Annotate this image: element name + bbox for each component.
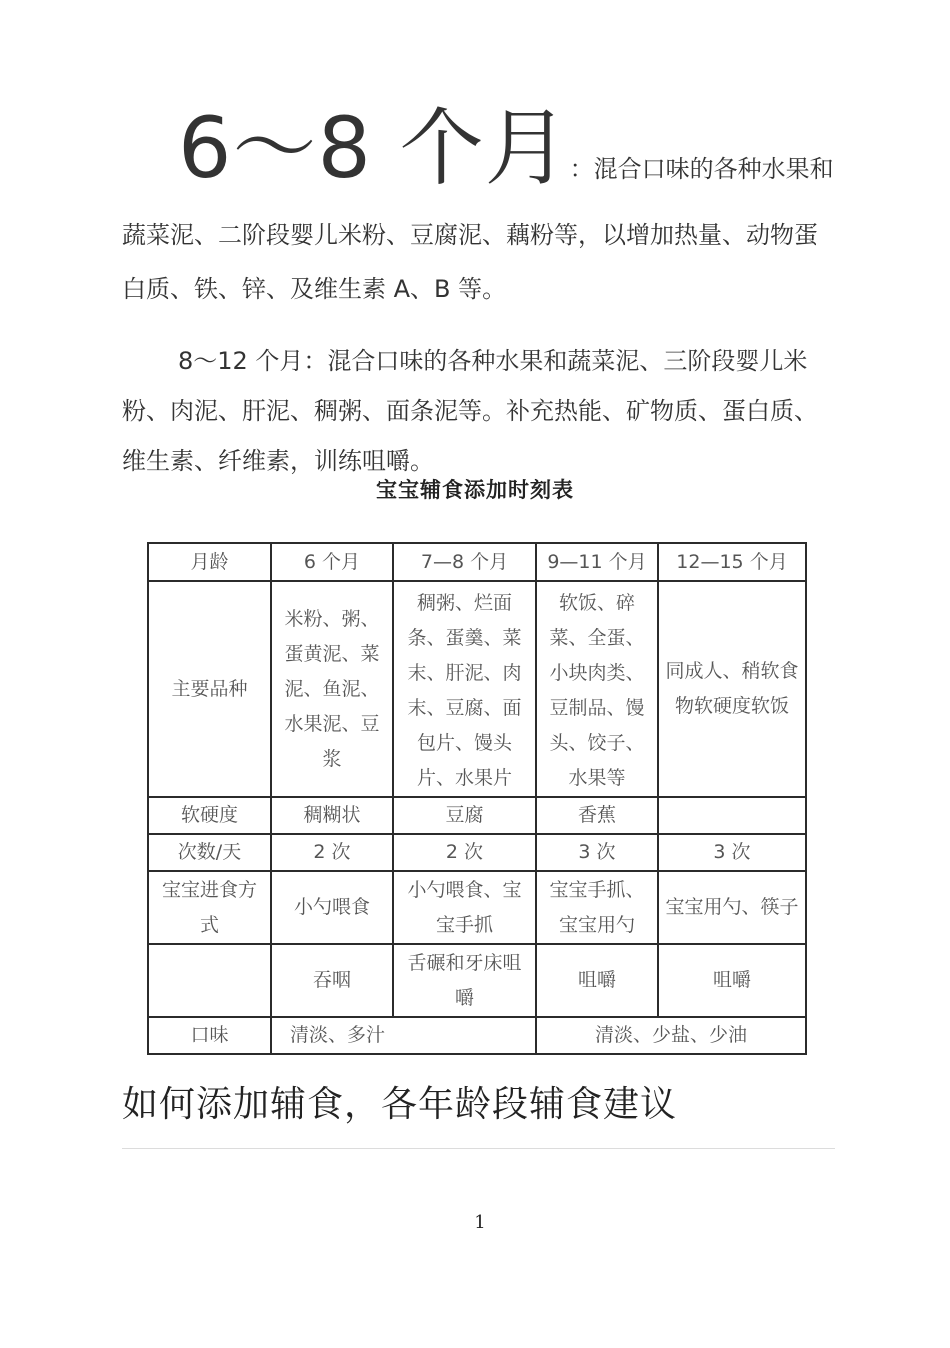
header-cell: 7—8 个月 [393, 543, 536, 581]
header-cell: 12—15 个月 [658, 543, 806, 581]
table-cell: 稠糊状 [271, 797, 393, 834]
table-row-times [148, 834, 806, 871]
table-cell: 咀嚼 [536, 944, 658, 1017]
header-cell: 9—11 个月 [536, 543, 658, 581]
intro-heading: 6～8 个月 [178, 99, 570, 197]
table-cell: 3 次 [658, 834, 806, 871]
table-cell: 咀嚼 [658, 944, 806, 1017]
table-cell: 宝宝手抓、宝宝用勺 [536, 871, 658, 944]
table-row-variety [148, 581, 806, 797]
intro-paragraph [122, 88, 838, 316]
table-row-chewing [148, 944, 806, 1017]
second-paragraph: 8～12 个月：混合口味的各种水果和蔬菜泥、三阶段婴儿米粉、肉泥、肝泥、稠粥、面条泥等。补充热能、矿物质、蛋白质、维生素、纤维素，训练咀嚼。 [122, 347, 818, 475]
table-cell: 小勺喂食、宝宝手抓 [393, 871, 536, 944]
table-row-softness [148, 797, 806, 834]
row-label: 软硬度 [148, 797, 271, 834]
intro-text-rest: 果和蔬菜泥、二阶段婴儿米粉、豆腐泥、藕粉等，以增加热量、动物蛋白质、铁、锌、及维生素 A、B 等。 [122, 155, 834, 303]
table-cell: 软饭、碎菜、全蛋、小块肉类、豆制品、馒头、饺子、水果等 [536, 581, 658, 797]
row-label: 主要品种 [148, 581, 271, 797]
table-title: 宝宝辅食添加时刻表 [376, 478, 574, 502]
table-cell: 豆腐 [393, 797, 536, 834]
table-cell: 小勺喂食 [271, 871, 393, 944]
intro-text-first: ：混合口味的各种水 [569, 155, 786, 183]
table-cell [658, 797, 806, 834]
table-row-method [148, 871, 806, 944]
table-cell: 米粉、粥、蛋黄泥、菜泥、鱼泥、水果泥、豆浆 [271, 581, 393, 797]
row-label: 宝宝进食方式 [148, 871, 271, 944]
table-row-taste [148, 1017, 806, 1054]
table-header-row [148, 543, 806, 581]
row-label: 次数/天 [148, 834, 271, 871]
taste-cell-left: 清淡、多汁 [271, 1017, 536, 1054]
feeding-schedule-table [147, 542, 807, 1055]
row-label: 口味 [148, 1017, 271, 1054]
table-cell: 3 次 [536, 834, 658, 871]
table-cell: 2 次 [393, 834, 536, 871]
taste-cell-right: 清淡、少盐、少油 [536, 1017, 806, 1054]
section-heading: 如何添加辅食，各年龄段辅食建议 [122, 1084, 678, 1125]
table-cell: 吞咽 [271, 944, 393, 1017]
table-cell: 稠粥、烂面条、蛋羹、菜末、肝泥、肉末、豆腐、面包片、馒头片、水果片 [393, 581, 536, 797]
header-cell: 6 个月 [271, 543, 393, 581]
table-cell: 香蕉 [536, 797, 658, 834]
row-label [148, 944, 271, 1017]
table-cell: 同成人、稍软食物软硬度软饭 [658, 581, 806, 797]
table-cell: 舌碾和牙床咀嚼 [393, 944, 536, 1017]
header-cell: 月龄 [148, 543, 271, 581]
table-cell: 2 次 [271, 834, 393, 871]
table-cell: 宝宝用勺、筷子 [658, 871, 806, 944]
divider [122, 1148, 835, 1149]
page-number: 1 [474, 1212, 486, 1233]
